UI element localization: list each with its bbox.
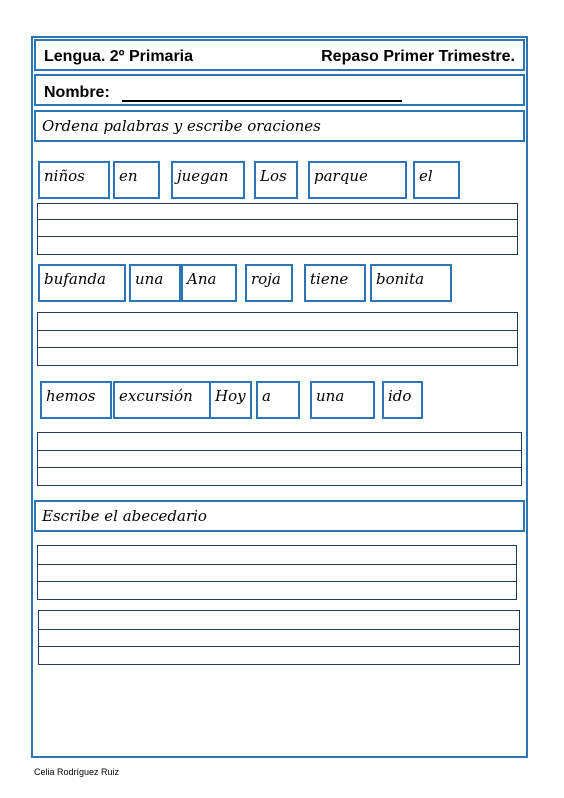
- section-title-alphabet: [34, 500, 525, 532]
- word-card[interactable]: tiene: [304, 264, 366, 302]
- word-card[interactable]: bonita: [370, 264, 452, 302]
- section-title-text: Escribe el abecedario: [42, 507, 207, 525]
- section-title-order-words: [34, 110, 525, 142]
- writing-lines[interactable]: [37, 203, 518, 255]
- name-bar: [34, 74, 525, 106]
- writing-rule: [39, 646, 519, 647]
- writing-rule: [38, 236, 517, 237]
- writing-rule: [38, 450, 521, 451]
- word-card[interactable]: Los: [254, 161, 298, 199]
- header-bar: [34, 39, 525, 71]
- word-card[interactable]: roja: [245, 264, 293, 302]
- word-card[interactable]: el: [413, 161, 460, 199]
- writing-rule: [39, 629, 519, 630]
- writing-rule: [38, 564, 516, 565]
- writing-lines[interactable]: [37, 432, 522, 486]
- word-card[interactable]: niños: [38, 161, 110, 199]
- word-card[interactable]: hemos: [40, 381, 112, 419]
- name-label: Nombre:: [44, 84, 110, 101]
- writing-lines[interactable]: [37, 545, 517, 600]
- word-card[interactable]: una: [129, 264, 181, 302]
- word-card[interactable]: excursión: [113, 381, 211, 419]
- writing-rule: [38, 581, 516, 582]
- writing-rule: [38, 330, 517, 331]
- word-card[interactable]: bufanda: [38, 264, 126, 302]
- word-card[interactable]: en: [113, 161, 160, 199]
- writing-lines[interactable]: [37, 312, 518, 366]
- writing-rule: [38, 347, 517, 348]
- writing-rule: [38, 219, 517, 220]
- writing-rule: [38, 467, 521, 468]
- word-card[interactable]: una: [310, 381, 375, 419]
- word-card[interactable]: Hoy: [209, 381, 252, 419]
- review-title: Repaso Primer Trimestre.: [321, 48, 515, 65]
- word-card[interactable]: ido: [382, 381, 423, 419]
- section-title-text: Ordena palabras y escribe oraciones: [42, 117, 321, 135]
- name-write-line[interactable]: [122, 100, 402, 102]
- word-card[interactable]: parque: [308, 161, 407, 199]
- word-card[interactable]: a: [256, 381, 300, 419]
- writing-lines[interactable]: [38, 610, 520, 665]
- word-card[interactable]: juegan: [171, 161, 245, 199]
- subject-title: Lengua. 2º Primaria: [44, 48, 194, 65]
- word-card[interactable]: Ana: [181, 264, 237, 302]
- author-credit: Celia Rodríguez Ruiz: [34, 767, 120, 777]
